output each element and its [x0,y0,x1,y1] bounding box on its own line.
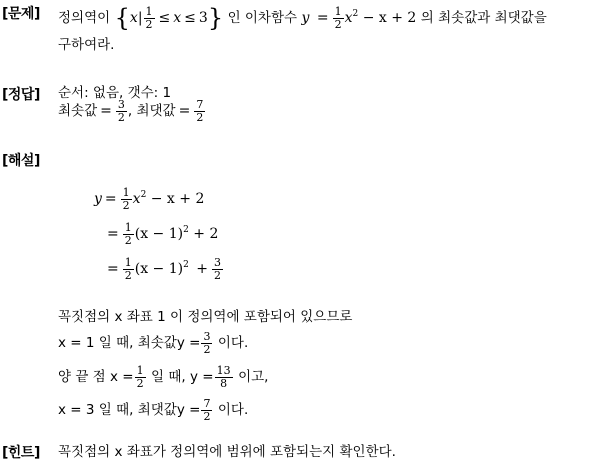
set-lower-bound: $\frac{1}{2}$ [145,5,153,31]
func-rest: − x + 2 [362,10,417,27]
problem-tag: [문제] [2,6,40,22]
set-open-brace: { [114,4,130,33]
func-eq: = [316,10,329,27]
hint-tag: [힌트] [2,445,40,461]
solution-text-3: 양 끝 점 x = $\frac{1}{2}$ 일 때, y = $\frac{13}{8}$ 이고, [58,364,269,390]
func-x: x [344,10,353,27]
problem-text-end: 구하여라. [58,37,115,53]
solution-text-4: x = 3 일 때, 최댓값y = $\frac{7}{2}$ 이다. [58,397,249,423]
solution-tag: [해설] [2,153,40,169]
func-y: y [301,10,310,27]
func-sup: 2 [352,9,359,20]
problem-text-function: 인 이차함수 [227,10,298,27]
problem-text-ask: 의 최솟값과 최댓값을 [420,10,547,27]
problem-line-2 [58,38,114,53]
set-close-brace: } [207,4,224,33]
hint-text: 꼭짓점의 x 좌표가 정의역에 범위에 포함되는지 확인한다. [58,444,396,460]
answer-max-label: , 최댓값 [127,103,176,120]
solution-eq-1: y = $\frac{1}{2}$ $x^2 - x + 2$ [94,186,205,212]
set-var-2: x [173,10,182,27]
set-bar: | [137,10,143,27]
solution-text-1: 꼭짓점의 x 좌표 1 이 정의역에 포함되어 있으므로 [58,309,353,325]
le-sign: ≤ [158,10,171,27]
le-sign-2: ≤ [184,10,196,27]
solution-eq-3: = $\frac{1}{2}$ $(x - 1)^2$ + $\frac{3}{2}$ [107,256,222,282]
answer-min-label: 최솟값 [58,103,98,120]
answer-tag: [정답] [2,87,40,103]
problem-text-domain: 정의역이 [58,10,111,27]
func-coef: $\frac{1}{2}$ [334,5,342,31]
answer-max-value: $\frac{7}{2}$ [196,98,204,124]
problem-line-1 [58,4,547,33]
set-upper-bound: 3 [198,10,208,27]
answer-line-2: 최솟값 = $\frac{3}{2}$ , 최댓값 = $\frac{7}{2}$ [58,98,204,124]
set-var: x [129,10,138,27]
solution-eq-2: = $\frac{1}{2}$ $(x - 1)^2 + 2$ [107,221,219,247]
solution-text-2: x = 1 일 때, 최솟값y = $\frac{3}{2}$ 이다. [58,330,249,356]
answer-order-count: 순서: 없음, 갯수: 1 [58,85,172,101]
answer-min-value: $\frac{3}{2}$ [117,98,125,124]
